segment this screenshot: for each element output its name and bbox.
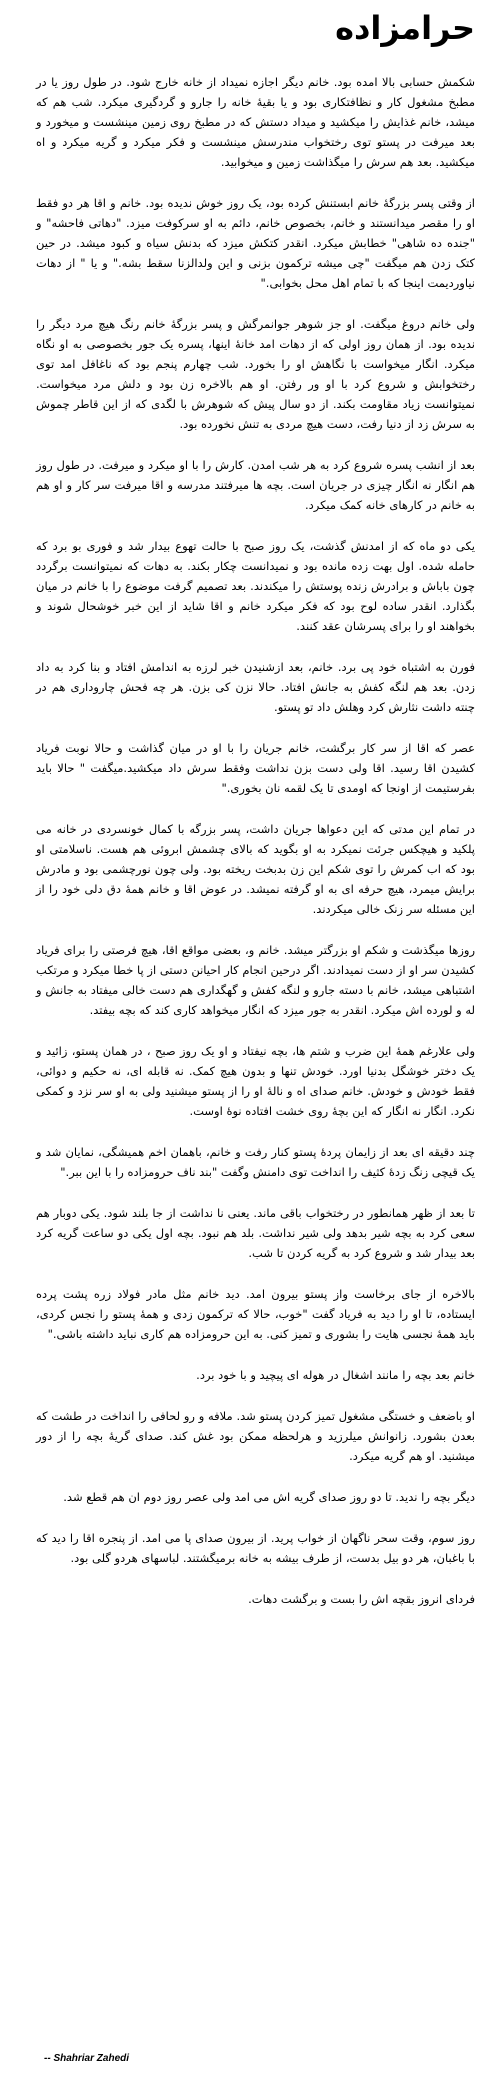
story-paragraph: ولی علارغم همهٔ این ضرب و شتم ها، بچه نیفتاد و او یک روز صبح ، در همان پستو، زائید و یک دختر خوشگل بدنیا اورد. خودش تنها و بدون هیچ کمک. نه قابله ای، نه حکیم و دوائی، فقط خودش و خودش. خانم صدای اه و نالهٔ او را از پستو میشنید ولی به او سر نزد و کمکی نکرد. انگار نه انگار که این بچهٔ روی خشت افتاده نوهٔ اوست. [36, 1044, 475, 1118]
story-paragraph: روزها میگذشت و شکم او بزرگتر میشد. خانم و، بعضی مواقع اقا، هیچ فرصتی را برای فریاد کشیدن سر او از دست نمیدادند. اگر درحین انجام کار احیانن دستی از پا خطا میکرد و مرتکب اشتباهی میشد، خانم با دسته جارو و لنگه کفش و گهگداری هم دست خالی میفتاد به جانش و له و لورده اش میکرد. انقدر به جور میزد که انگار میخواهد کاری کند که بچه بیفتد. [36, 943, 475, 1017]
story-body [36, 72, 475, 1630]
story-paragraph: عصر که اقا از سر کار برگشت، خانم جریان را با او در میان گذاشت و حالا نوبت فریاد کشیدن اقا رسید. اقا ولی دست بزن نداشت وفقط سرش داد میکشید.میگفت " حالا باید بفرستیمت از اونجا که اومدی تا یک لقمه نان بخوری." [36, 741, 475, 795]
story-paragraph: بعد از انشب پسره شروع کرد به هر شب امدن. کارش را با او میکرد و میرفت. در طول روز هم انگار نه انگار چیزی در جریان است. بچه ها میرفتند مدرسه و اقا میرفت سر کار و او هم به خانم در کارهای خانه کمک میکرد. [36, 458, 475, 512]
story-paragraph: تا بعد از ظهر همانطور در رختخواب باقی ماند. یعنی نا نداشت از جا بلند شود. یکی دوبار هم سعی کرد به بچه شیر بدهد ولی شیر نداشت. بلد هم نبود. بچه اول یکی دو ساعت گریه کرد بعد بیدار شد و شروع کرد به گریه کردن تا شب. [36, 1206, 475, 1260]
story-paragraph: ولی خانم دروغ میگفت. او جز شوهر جوانمرگش و پسر بزرگهٔ خانم رنگ هیچ مرد دیگر را ندیده بود. از همان روز اولی که از دهات امد خانهٔ اینها، پسره یک جور بخصوصی به او نگاه میکرد. انگار میخواست با نگاهش او را بخورد. شب چهارم پنجم بود که ناغافل امد توی رختخوابش و شروع کرد با او ور رفتن. او هم بالاخره زن بود و دلش مرد میخواست. نمیتوانست زیاد مقاومت بکند. از دو سال پیش که شوهرش با لگدی که از این قاطر چموش به سرش زد از دنیا رفت، دست هیچ مردی به تنش نخورده بود. [36, 317, 475, 431]
story-paragraph: از وقتی پسر بزرگهٔ خانم ابستنش کرده بود، یک روز خوش ندیده بود. خانم و اقا هر دو فقط او را مقصر میدانستند و خانم، بخصوص خانم، دائم به او سرکوفت میزد. "دهاتی فاحشه" و "جنده ده شاهی" خطابش میکرد. انقدر کتکش میزد که بدنش سیاه و کبود میشد. در حین کتک زدن هم میگفت "چی میشه ترکمون بزنی و این ولدالزنا سقط بشه." و یا " از دهات نیاوردیمت اینجا که با تمام اهل محل بخوابی." [36, 196, 475, 290]
story-paragraph: فورن به اشتباه خود پی برد. خانم، بعد ازشنیدن خبر لرزه به اندامش افتاد و بنا کرد به داد زدن. بعد هم لنگه کفش به جانش افتاد. حالا نزن کی بزن. هر چه فحش چاروداری هم در چنته داشت نثارش کرد وهلش داد تو پستو. [36, 660, 475, 714]
story-paragraph: چند دقیقه ای بعد از زایمان پردهٔ پستو کنار رفت و خانم، باهمان اخم همیشگی، نمایان شد و یک قیچی زنگ زدهٔ کثیف را انداخت توی دامنش وگفت "بند ناف حرومزاده را با این ببر." [36, 1145, 475, 1179]
story-paragraph: او باضعف و خستگی مشغول تمیز کردن پستو شد. ملافه و رو لحافی را انداخت در طشت که بعدن بشورد. زانوانش میلرزید و هرلحظه ممکن بود غش کند. صدای گریهٔ بچه را از دور میشنید. او هم گریه میکرد. [36, 1409, 475, 1463]
story-paragraph: دیگر بچه را ندید. تا دو روز صدای گریه اش می امد ولی عصر روز دوم ان هم قطع شد. [63, 1490, 475, 1504]
story-paragraph: خانم بعد بچه را مانند اشغال در هوله ای پیچید و با خود برد. [196, 1368, 475, 1382]
story-paragraph: بالاخره از جای برخاست واز پستو بیرون امد. دید خانم مثل مادر فولاد زره پشت پرده ایستاده، تا او را دید به فریاد گفت "خوب، حالا که ترکمون زدی و همهٔ پستو را نجس کردی، باید همهٔ نجسی هایت را بشوری و تمیز کنی. به این حرومزاده هم کاری نباید داشته باشی." [36, 1287, 475, 1341]
story-paragraph: در تمام این مدتی که این دعواها جریان داشت، پسر بزرگه با کمال خونسردی در خانه می پلکید و هیچکس جرئت نمیکرد به او بگوید که بالای چشمش ابروئی هم هست. ناسلامتی او بود که اب کمرش را توی شکم این زن بدبخت ریخته بود. ولی چون نورچشمی بود و مادرش برایش میمرد، هیچ حرفه ای به او گرفته نمیشد. در عوض اقا و خانم همهٔ دق دلی خود را از این مسئله سر زنک خالی میکردند. [36, 822, 475, 916]
story-title: حرامزاده [335, 9, 475, 47]
story-paragraph: شکمش حسابی بالا امده بود. خانم دیگر اجازه نمیداد از خانه خارج شود. در طول روز یا در مطبخ مشغول کار و نظافتکاری بود و یا بقیهٔ خانه را جارو و گردگیری میکرد. شب هم که میشد، خانم غذایش را میکشید و میداد دستش که در مطبخ روی زمین مینشست و میخورد و بعد میرفت در پستو توی رختخواب مندرسش مینشست و فکر میکرد و گریه میکرد و اه میکشید. بعد هم سرش را میگذاشت زمین و میخوابید. [36, 75, 475, 169]
story-paragraph: فردای انروز بقچه اش را بست و برگشت دهات. [248, 1592, 475, 1606]
story-paragraph: یکی دو ماه که از امدنش گذشت، یک روز صبح با حالت تهوع بیدار شد و فوری بو برد که حامله شده. اول بهت زده مانده بود و نمیدانست چکار بکند. به دهات که نمیتوانست برگردد چون باباش و برادرش زنده پوستش را میکندند. بعد تصمیم گرفت موضوع را با خانم در میان بگذارد. انقدر ساده لوح بود که فکر میکرد خانم و اقا شاید از این خبر خوشحال شوند و بخواهند او را برای پسرشان عقد کنند. [36, 539, 475, 633]
story-paragraph: روز سوم، وقت سحر ناگهان از خواب پرید. از بیرون صدای پا می امد. از پنجره اقا را دید که با باغبان، هر دو بیل بدست، از طرف بیشه به خانه برمیگشتند. لباسهای هردو گلی بود. [36, 1531, 475, 1565]
author-signature: -- Shahriar Zahedi [44, 2053, 130, 2064]
